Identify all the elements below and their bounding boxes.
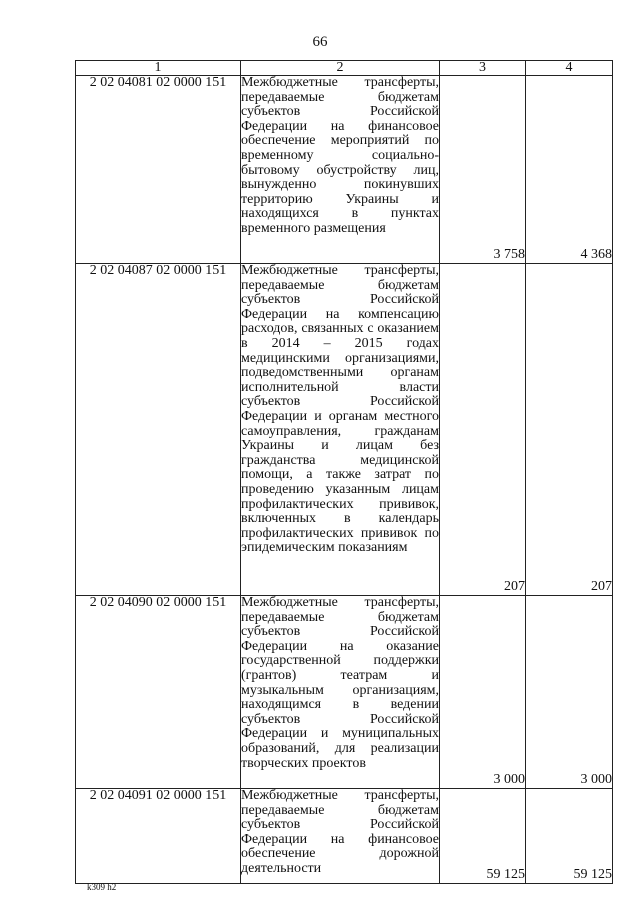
column-header-4: 4: [526, 61, 613, 76]
description-cell: Межбюджетные трансферты, передаваемые бюджетам субъектов Российской Федерации на оказание государственной поддержки (грантов) театрам и музыкальным организациям, находящимся в ведении субъектов Российской Федерации и муниципальных образований, для реализации творческих проектов: [241, 596, 440, 789]
amount-col3-cell: 59 125: [440, 789, 526, 884]
amount-col3-cell: 3 758: [440, 76, 526, 264]
table-row: [76, 264, 613, 596]
amount-col4-cell: 4 368: [526, 76, 613, 264]
budget-code-cell: 2 02 04090 02 0000 151: [76, 596, 241, 789]
table-row: [76, 76, 613, 264]
column-header-3: 3: [440, 61, 526, 76]
budget-code-cell: 2 02 04081 02 0000 151: [76, 76, 241, 264]
amount-col3-cell: 207: [440, 264, 526, 596]
description-cell: Межбюджетные трансферты, передаваемые бюджетам субъектов Российской Федерации на финансовое обеспечение мероприятий по временному социально-бытовому обустройству лиц, вынужденно покинувших территорию Украины и находящихся в пунктах временного размещения: [241, 76, 440, 264]
description-cell: Межбюджетные трансферты, передаваемые бюджетам субъектов Российской Федерации на компенсацию расходов, связанных с оказанием в 2014 – 2015 годах медицинскими организациями, подведомственными органам исполнительной власти субъектов Российской Федерации и органам местного самоуправления, гражданам Украины и лицам без гражданства медицинской помощи, а также затрат по проведению указанным лицам профилактических прививок, включенных в календарь профилактических прививок по эпидемическим показаниям: [241, 264, 440, 596]
column-header-2: 2: [241, 61, 440, 76]
column-header-1: 1: [76, 61, 241, 76]
budget-code-cell: 2 02 04091 02 0000 151: [76, 789, 241, 884]
footer-document-code: k309 h2: [87, 882, 117, 892]
budget-code-cell: 2 02 04087 02 0000 151: [76, 264, 241, 596]
budget-table: [75, 60, 613, 884]
table-row: [76, 596, 613, 789]
page-number: 66: [312, 34, 328, 50]
amount-col4-cell: 207: [526, 264, 613, 596]
amount-col4-cell: 59 125: [526, 789, 613, 884]
table-header-row: [76, 61, 613, 76]
amount-col3-cell: 3 000: [440, 596, 526, 789]
amount-col4-cell: 3 000: [526, 596, 613, 789]
table-row: [76, 789, 613, 884]
description-cell: Межбюджетные трансферты, передаваемые бюджетам субъектов Российской Федерации на финансовое обеспечение дорожной деятельности: [241, 789, 440, 884]
